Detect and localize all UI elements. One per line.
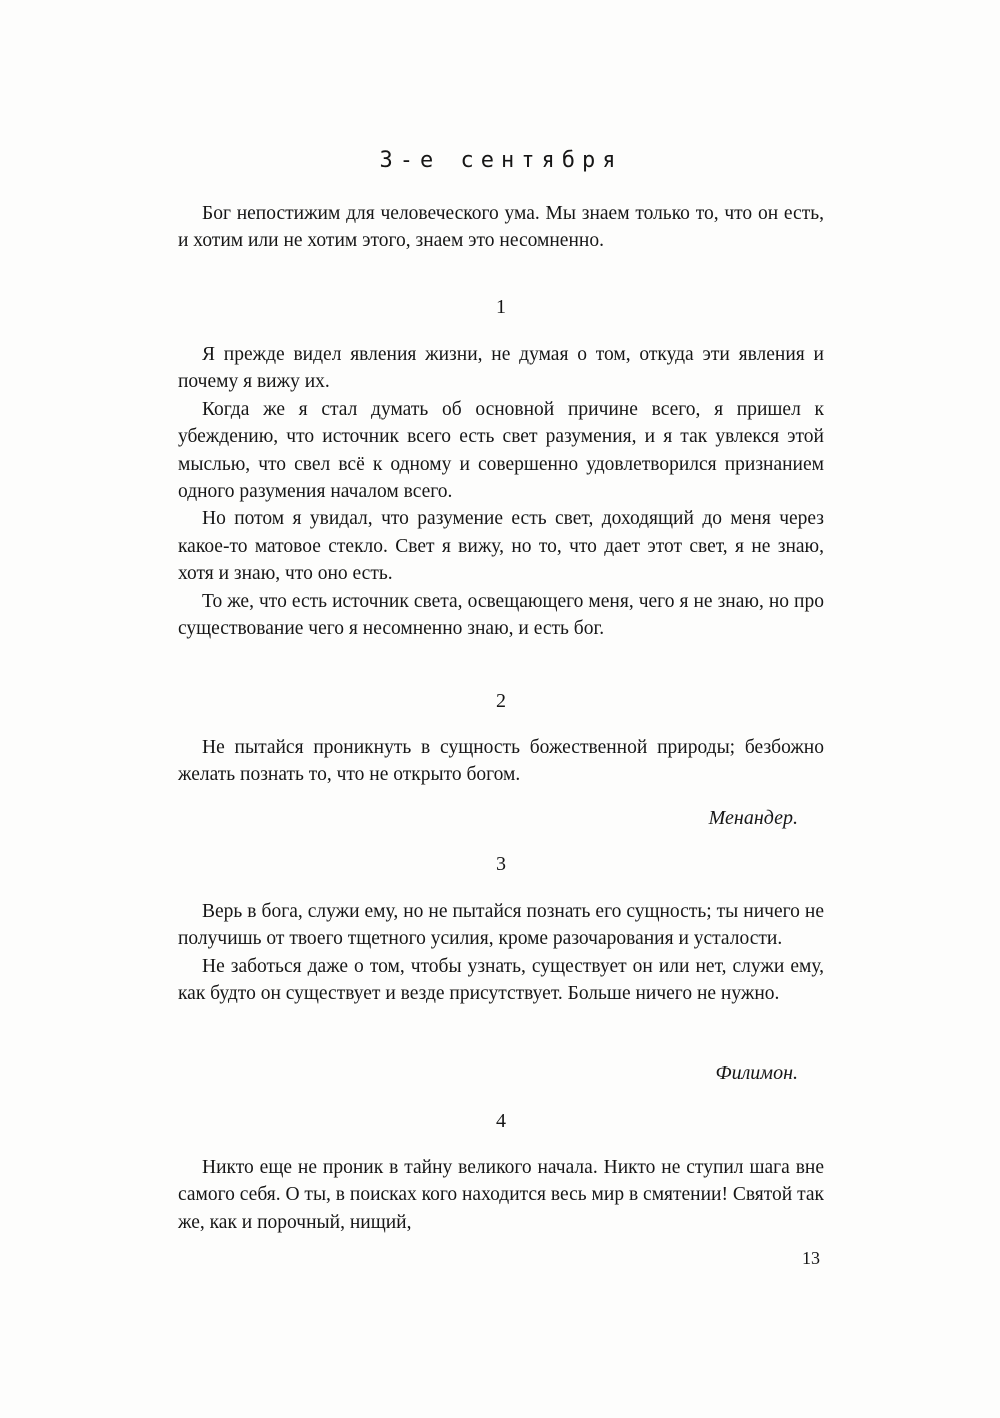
- section-3-text: [178, 898, 824, 1008]
- section-4-text: [178, 1154, 824, 1236]
- section-number-1: 1: [496, 296, 506, 318]
- epigraph: [178, 200, 824, 255]
- page-number: 13: [802, 1248, 820, 1268]
- paragraph: Но потом я увидал, что разумение есть свет, доходящий до меня через какое-то матовое стекло. Свет я вижу, но то, что дает этот свет, я не знаю, хотя и знаю, что оно есть.: [178, 508, 824, 585]
- date-heading: 3-е сентября: [379, 148, 623, 173]
- paragraph: То же, что есть источник света, освещающего меня, чего я не знаю, но про существование чего я несомненно знаю, и есть бог.: [178, 590, 824, 640]
- paragraph: Не пытайся проникнуть в сущность божественной природы; безбожно желать познать то, что не открыто богом.: [178, 737, 824, 786]
- section-1-text: [178, 341, 824, 642]
- paragraph: Я прежде видел явления жизни, не думая о том, откуда эти явления и почему я вижу их.: [178, 344, 824, 393]
- paragraph: Верь в бога, служи ему, но не пытайся познать его сущность; ты ничего не получишь от твоего тщетного усилия, кроме разочарования и усталости.: [178, 901, 824, 950]
- author-philemon: Филимон.: [715, 1062, 798, 1084]
- section-number-3: 3: [496, 853, 506, 875]
- epigraph-paragraph: Бог непостижим для человеческого ума. Мы знаем только то, что он есть, и хотим или не хотим этого, знаем это несомненно.: [178, 203, 824, 252]
- paragraph: Никто еще не проник в тайну великого начала. Никто не ступил шага вне самого себя. О ты, в поисках кого находится весь мир в смятении! Святой так же, как и порочный, нищий,: [178, 1157, 824, 1233]
- section-number-2: 2: [496, 690, 506, 712]
- author-menander: Менандер.: [708, 807, 798, 829]
- paragraph: Не заботься даже о том, чтобы узнать, существует он или нет, служи ему, как будто он существует и везде присутствует. Больше ничего не нужно.: [178, 955, 824, 1005]
- section-number-4: 4: [496, 1110, 506, 1132]
- paragraph: Когда же я стал думать об основной причине всего, я пришел к убеждению, что источник всего есть свет разумения, и я так увлекся этой мыслью, что свел всё к одному и совершенно удовлетворился признанием одного разумения началом всего.: [178, 398, 824, 503]
- section-2-text: [178, 734, 824, 789]
